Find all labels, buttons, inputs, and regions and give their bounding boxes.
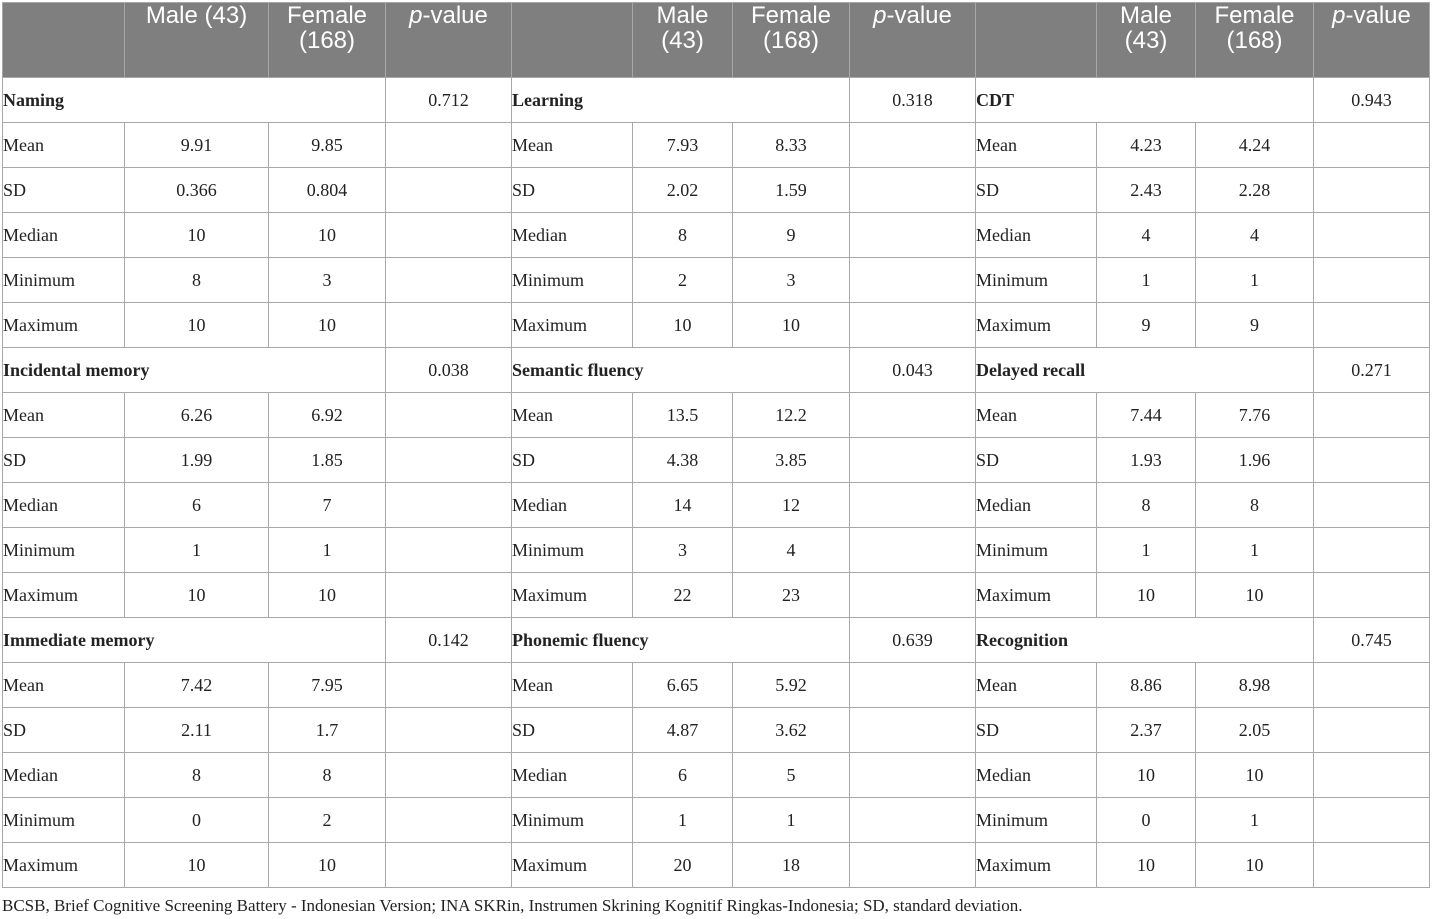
p-value-cell: [1314, 303, 1430, 348]
table-row: [3, 843, 1430, 888]
p-value-cell: [850, 438, 976, 483]
stat-label: Mean: [512, 123, 633, 168]
female-value: 2.05: [1196, 708, 1314, 753]
stat-label: Median: [512, 753, 633, 798]
female-value: 12: [733, 483, 850, 528]
female-value: 5: [733, 753, 850, 798]
table-row: [3, 663, 1430, 708]
section-name: Immediate memory: [3, 618, 386, 663]
p-value-cell: [1314, 798, 1430, 843]
female-value: 10: [269, 573, 386, 618]
male-value: 22: [633, 573, 733, 618]
female-value: 2.28: [1196, 168, 1314, 213]
p-value-cell: [386, 258, 512, 303]
header-p-value: p-value: [386, 3, 512, 78]
female-value: 1.85: [269, 438, 386, 483]
stat-label: SD: [976, 168, 1097, 213]
table-row: [3, 753, 1430, 798]
male-value: 10: [1097, 753, 1196, 798]
stat-label: Median: [976, 753, 1097, 798]
female-value: 7: [269, 483, 386, 528]
male-value: 1.99: [125, 438, 269, 483]
p-value-cell: [1314, 708, 1430, 753]
p-value-cell: [386, 123, 512, 168]
section-header-row: [3, 618, 1430, 663]
p-value-cell: [386, 663, 512, 708]
p-value-cell: [850, 168, 976, 213]
p-value-cell: [850, 213, 976, 258]
table-row: [3, 708, 1430, 753]
female-value: 10: [1196, 753, 1314, 798]
female-value: 10: [1196, 573, 1314, 618]
stat-label: SD: [3, 168, 125, 213]
female-value: 3.85: [733, 438, 850, 483]
female-value: 10: [269, 213, 386, 258]
stat-label: Maximum: [3, 303, 125, 348]
p-value-cell: [850, 258, 976, 303]
male-value: 6: [633, 753, 733, 798]
male-value: 2.37: [1097, 708, 1196, 753]
table-row: [3, 528, 1430, 573]
male-value: 9.91: [125, 123, 269, 168]
section-p-value: 0.142: [386, 618, 512, 663]
male-value: 20: [633, 843, 733, 888]
section-p-value: 0.271: [1314, 348, 1430, 393]
male-value: 7.93: [633, 123, 733, 168]
stat-label: Maximum: [512, 843, 633, 888]
p-value-cell: [1314, 393, 1430, 438]
stat-label: SD: [976, 438, 1097, 483]
p-value-cell: [1314, 753, 1430, 798]
header-p-value: p-value: [850, 3, 976, 78]
stat-label: Median: [3, 753, 125, 798]
table-row: [3, 798, 1430, 843]
p-value-cell: [386, 483, 512, 528]
header-male: Male (43): [1097, 3, 1196, 78]
female-value: 8.33: [733, 123, 850, 168]
male-value: 10: [1097, 573, 1196, 618]
stat-label: Mean: [976, 393, 1097, 438]
male-value: 10: [125, 843, 269, 888]
header-blank: [976, 3, 1097, 78]
stat-label: Median: [512, 213, 633, 258]
male-value: 13.5: [633, 393, 733, 438]
section-name: CDT: [976, 78, 1314, 123]
female-value: 10: [1196, 843, 1314, 888]
female-value: 0.804: [269, 168, 386, 213]
section-header-row: [3, 78, 1430, 123]
p-value-cell: [386, 843, 512, 888]
stat-label: Mean: [512, 393, 633, 438]
male-value: 1: [1097, 528, 1196, 573]
male-value: 6.26: [125, 393, 269, 438]
p-value-cell: [386, 438, 512, 483]
male-value: 4.38: [633, 438, 733, 483]
stat-label: Minimum: [976, 258, 1097, 303]
female-value: 10: [269, 843, 386, 888]
male-value: 0: [125, 798, 269, 843]
male-value: 10: [1097, 843, 1196, 888]
table-row: [3, 438, 1430, 483]
p-value-cell: [850, 528, 976, 573]
stat-label: Median: [976, 483, 1097, 528]
p-value-cell: [1314, 483, 1430, 528]
male-value: 0: [1097, 798, 1196, 843]
stat-label: SD: [512, 438, 633, 483]
table-row: [3, 303, 1430, 348]
header-p-value: p-value: [1314, 3, 1430, 78]
stat-label: Mean: [976, 123, 1097, 168]
p-value-cell: [386, 753, 512, 798]
section-p-value: 0.318: [850, 78, 976, 123]
male-value: 0.366: [125, 168, 269, 213]
male-value: 7.44: [1097, 393, 1196, 438]
male-value: 1: [633, 798, 733, 843]
stat-label: Maximum: [976, 303, 1097, 348]
stat-label: SD: [976, 708, 1097, 753]
section-p-value: 0.639: [850, 618, 976, 663]
section-header-row: [3, 348, 1430, 393]
p-value-cell: [1314, 168, 1430, 213]
male-value: 6.65: [633, 663, 733, 708]
p-value-cell: [1314, 528, 1430, 573]
p-value-cell: [850, 843, 976, 888]
stat-label: Maximum: [3, 843, 125, 888]
stat-label: Median: [3, 483, 125, 528]
female-value: 2: [269, 798, 386, 843]
p-value-cell: [386, 798, 512, 843]
female-value: 3: [269, 258, 386, 303]
male-value: 4.23: [1097, 123, 1196, 168]
female-value: 4.24: [1196, 123, 1314, 168]
male-value: 2.43: [1097, 168, 1196, 213]
female-value: 10: [733, 303, 850, 348]
male-value: 4.87: [633, 708, 733, 753]
stat-label: Minimum: [512, 258, 633, 303]
male-value: 2.02: [633, 168, 733, 213]
female-value: 8.98: [1196, 663, 1314, 708]
female-value: 8: [1196, 483, 1314, 528]
male-value: 10: [125, 303, 269, 348]
female-value: 18: [733, 843, 850, 888]
p-value-cell: [850, 393, 976, 438]
p-value-cell: [850, 483, 976, 528]
stat-label: Maximum: [512, 303, 633, 348]
female-value: 1.96: [1196, 438, 1314, 483]
p-value-cell: [850, 573, 976, 618]
stat-label: SD: [512, 168, 633, 213]
male-value: 4: [1097, 213, 1196, 258]
section-name: Naming: [3, 78, 386, 123]
male-value: 1: [125, 528, 269, 573]
female-value: 1: [1196, 258, 1314, 303]
stat-label: Mean: [3, 663, 125, 708]
female-value: 4: [733, 528, 850, 573]
section-p-value: 0.943: [1314, 78, 1430, 123]
female-value: 9: [1196, 303, 1314, 348]
p-value-cell: [1314, 258, 1430, 303]
table-row: [3, 123, 1430, 168]
stat-label: Mean: [976, 663, 1097, 708]
table-row: [3, 168, 1430, 213]
female-value: 9: [733, 213, 850, 258]
stat-label: Maximum: [512, 573, 633, 618]
stat-label: Maximum: [976, 843, 1097, 888]
male-value: 3: [633, 528, 733, 573]
female-value: 7.95: [269, 663, 386, 708]
section-name: Delayed recall: [976, 348, 1314, 393]
male-value: 10: [125, 213, 269, 258]
p-value-cell: [850, 798, 976, 843]
header-blank: [3, 3, 125, 78]
female-value: 1: [1196, 798, 1314, 843]
p-value-cell: [386, 573, 512, 618]
stat-label: Median: [512, 483, 633, 528]
header-male: Male (43): [633, 3, 733, 78]
section-name: Learning: [512, 78, 850, 123]
male-value: 1.93: [1097, 438, 1196, 483]
section-name: Phonemic fluency: [512, 618, 850, 663]
table-row: [3, 393, 1430, 438]
stat-label: Mean: [3, 123, 125, 168]
female-value: 1.7: [269, 708, 386, 753]
female-value: 6.92: [269, 393, 386, 438]
header-male: Male (43): [125, 3, 269, 78]
female-value: 3: [733, 258, 850, 303]
stat-label: Minimum: [512, 798, 633, 843]
stat-label: Minimum: [976, 798, 1097, 843]
male-value: 1: [1097, 258, 1196, 303]
section-name: Incidental memory: [3, 348, 386, 393]
stat-label: Minimum: [976, 528, 1097, 573]
header-female: Female (168): [1196, 3, 1314, 78]
male-value: 7.42: [125, 663, 269, 708]
male-value: 10: [633, 303, 733, 348]
p-value-cell: [1314, 213, 1430, 258]
male-value: 8: [125, 753, 269, 798]
male-value: 8: [1097, 483, 1196, 528]
stat-label: Median: [3, 213, 125, 258]
p-value-cell: [1314, 663, 1430, 708]
section-p-value: 0.038: [386, 348, 512, 393]
female-value: 3.62: [733, 708, 850, 753]
p-value-cell: [850, 303, 976, 348]
p-value-cell: [850, 708, 976, 753]
stat-label: SD: [3, 708, 125, 753]
header-row: [3, 3, 1430, 78]
p-value-cell: [386, 393, 512, 438]
stat-label: Maximum: [976, 573, 1097, 618]
female-value: 1: [269, 528, 386, 573]
female-value: 4: [1196, 213, 1314, 258]
p-value-cell: [386, 708, 512, 753]
male-value: 9: [1097, 303, 1196, 348]
stat-label: Mean: [3, 393, 125, 438]
p-value-cell: [1314, 438, 1430, 483]
p-value-cell: [1314, 123, 1430, 168]
p-value-cell: [1314, 573, 1430, 618]
male-value: 2: [633, 258, 733, 303]
section-name: Recognition: [976, 618, 1314, 663]
section-p-value: 0.745: [1314, 618, 1430, 663]
p-value-cell: [386, 213, 512, 258]
male-value: 14: [633, 483, 733, 528]
p-value-cell: [386, 528, 512, 573]
female-value: 1.59: [733, 168, 850, 213]
header-blank: [512, 3, 633, 78]
section-p-value: 0.712: [386, 78, 512, 123]
male-value: 6: [125, 483, 269, 528]
table-row: [3, 213, 1430, 258]
female-value: 8: [269, 753, 386, 798]
stat-label: Minimum: [3, 528, 125, 573]
stat-label: Minimum: [3, 258, 125, 303]
p-value-cell: [386, 303, 512, 348]
male-value: 2.11: [125, 708, 269, 753]
section-p-value: 0.043: [850, 348, 976, 393]
male-value: 8.86: [1097, 663, 1196, 708]
footnote-divider: [2, 887, 1429, 888]
stat-label: Minimum: [3, 798, 125, 843]
male-value: 8: [633, 213, 733, 258]
female-value: 23: [733, 573, 850, 618]
male-value: 8: [125, 258, 269, 303]
p-value-cell: [1314, 843, 1430, 888]
female-value: 9.85: [269, 123, 386, 168]
male-value: 10: [125, 573, 269, 618]
header-female: Female (168): [269, 3, 386, 78]
header-female: Female (168): [733, 3, 850, 78]
stat-label: Maximum: [3, 573, 125, 618]
female-value: 10: [269, 303, 386, 348]
female-value: 7.76: [1196, 393, 1314, 438]
female-value: 1: [1196, 528, 1314, 573]
female-value: 1: [733, 798, 850, 843]
section-name: Semantic fluency: [512, 348, 850, 393]
stat-label: SD: [512, 708, 633, 753]
stat-label: Minimum: [512, 528, 633, 573]
p-value-cell: [850, 753, 976, 798]
table-row: [3, 573, 1430, 618]
female-value: 12.2: [733, 393, 850, 438]
table-row: [3, 483, 1430, 528]
p-value-cell: [850, 123, 976, 168]
results-table: [2, 2, 1430, 888]
stat-label: Mean: [512, 663, 633, 708]
table-footnote: BCSB, Brief Cognitive Screening Battery - Indonesian Version; INA SKRin, Instrumen Skrining Kognitif Ringkas-Indonesia; SD, standard deviation.: [2, 896, 1023, 915]
p-value-cell: [386, 168, 512, 213]
female-value: 5.92: [733, 663, 850, 708]
p-value-cell: [850, 663, 976, 708]
stat-label: Median: [976, 213, 1097, 258]
table-row: [3, 258, 1430, 303]
stat-label: SD: [3, 438, 125, 483]
